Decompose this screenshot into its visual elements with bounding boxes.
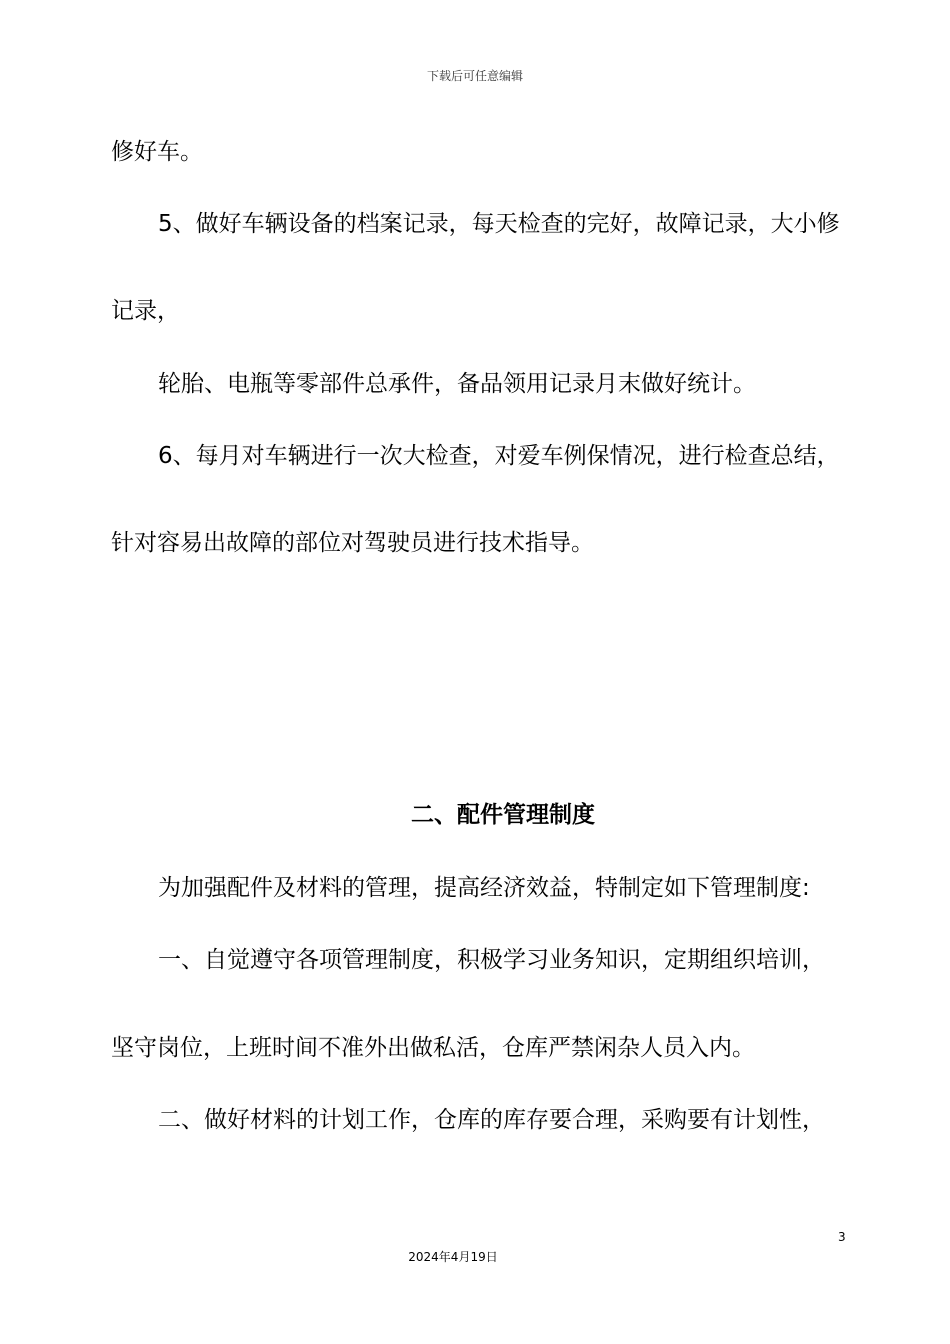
paragraph-line: 为加强配件及材料的管理，提高经济效益，特制定如下管理制度: (158, 875, 810, 901)
paragraph-line: 5、做好车辆设备的档案记录，每天检查的完好，故障记录，大小修 (158, 211, 840, 237)
paragraph-line: 二、做好材料的计划工作，仓库的库存要合理，采购要有计划性， (158, 1107, 825, 1133)
paragraph-line: 坚守岗位，上班时间不准外出做私活，仓库严禁闲杂人员入内。 (111, 1035, 755, 1061)
footer-date: 2024年4月19日 (408, 1250, 498, 1264)
paragraph-line: 修好车。 (111, 139, 203, 165)
paragraph-line: 一、自觉遵守各项管理制度，积极学习业务知识，定期组织培训， (158, 947, 825, 973)
paragraph-line: 6、每月对车辆进行一次大检查，对爱车例保情况，进行检查总结， (158, 443, 840, 469)
paragraph-line: 针对容易出故障的部位对驾驶员进行技术指导。 (111, 530, 594, 556)
paragraph-line: 记录， (111, 298, 180, 324)
page-number: 3 (838, 1230, 846, 1244)
section-title: 二、配件管理制度 (411, 802, 595, 828)
paragraph-line: 轮胎、电瓶等零部件总承件，备品领用记录月末做好统计。 (158, 371, 756, 397)
page-header: 下载后可任意编辑 (426, 69, 523, 83)
